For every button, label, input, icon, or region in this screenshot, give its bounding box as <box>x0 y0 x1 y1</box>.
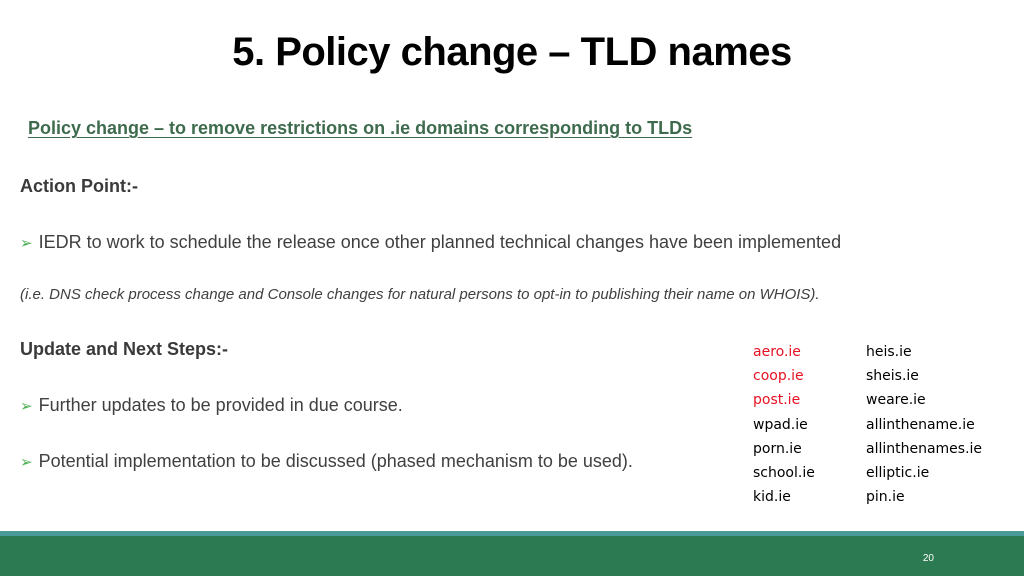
update-heading: Update and Next Steps:- <box>20 339 229 359</box>
domain-item: allinthenames.ie <box>866 440 983 457</box>
slide-title: 5. Policy change – TLD names <box>232 30 792 74</box>
domain-item: post.ie <box>753 392 801 409</box>
domain-list <box>753 340 1006 509</box>
action-bullet-text: IEDR to work to schedule the release once other planned technical changes have been implemented <box>38 232 842 252</box>
domain-item: wpad.ie <box>753 416 808 433</box>
domain-item: weare.ie <box>866 392 926 409</box>
domain-item: aero.ie <box>753 344 801 360</box>
domain-item: pin.ie <box>866 489 905 506</box>
domain-item: kid.ie <box>753 489 791 506</box>
arrow-bullet-icon: ➢ <box>20 398 33 415</box>
update-bullet-1 <box>20 395 403 416</box>
domain-item: school.ie <box>753 465 815 482</box>
arrow-bullet-icon: ➢ <box>20 235 33 252</box>
note-text: (i.e. DNS check process change and Console changes for natural persons to opt-in to publishing their name on WHOIS). <box>20 286 820 303</box>
arrow-bullet-icon: ➢ <box>20 454 33 471</box>
domain-item: porn.ie <box>753 440 802 457</box>
update-bullet-text: Potential implementation to be discussed (phased mechanism to be used). <box>38 451 633 471</box>
domain-item: elliptic.ie <box>866 465 930 482</box>
action-bullet <box>20 232 841 253</box>
slide-subtitle: Policy change – to remove restrictions on .ie domains corresponding to TLDs <box>28 118 693 138</box>
page-number: 20 <box>922 553 934 564</box>
action-point-heading: Action Point:- <box>20 176 138 196</box>
update-bullet-2 <box>20 451 633 472</box>
update-bullet-text: Further updates to be provided in due course. <box>38 395 403 415</box>
domain-item: coop.ie <box>753 368 804 385</box>
domain-item: sheis.ie <box>866 368 919 385</box>
footer-bar <box>0 536 1024 576</box>
domain-item: heis.ie <box>866 344 912 360</box>
domain-item: allinthename.ie <box>866 416 975 433</box>
